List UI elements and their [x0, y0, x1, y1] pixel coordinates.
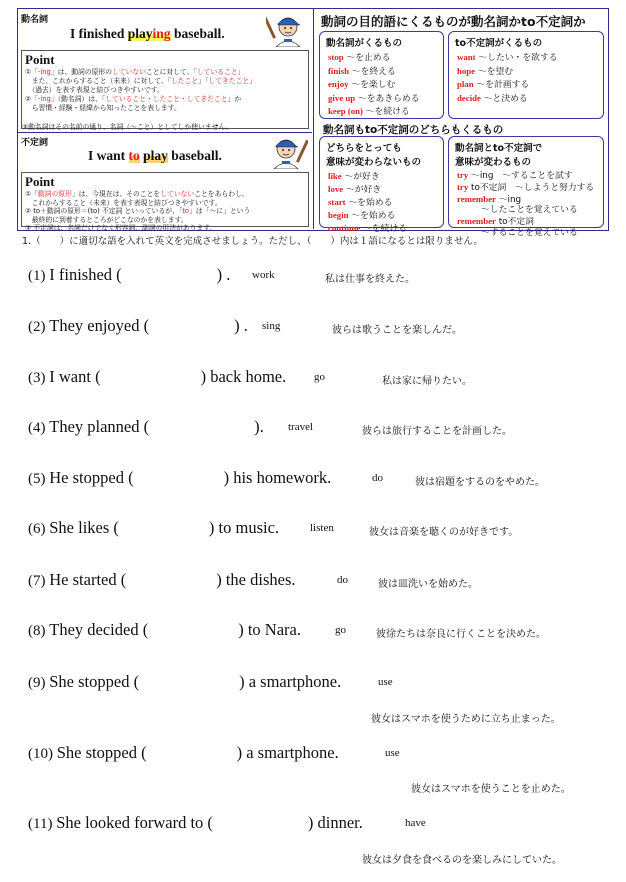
question-item	[28, 672, 618, 694]
sentence-end: ) the dishes.	[216, 570, 296, 589]
verb-meaning: 〜が好き	[341, 172, 380, 182]
verb-item	[449, 51, 603, 65]
sentence-start: I finished (	[49, 265, 122, 284]
verb-item	[449, 182, 603, 194]
point-line-2	[22, 199, 308, 208]
verb-item	[320, 92, 443, 106]
verb-hint: have	[405, 817, 426, 829]
point-title: Point	[25, 52, 55, 67]
t: 」	[237, 68, 245, 76]
verb-meaning: 〜を計画する	[473, 80, 530, 90]
question-number: (2)	[28, 319, 50, 335]
t: していること	[196, 68, 238, 76]
verb-word: stop	[328, 52, 344, 62]
gerund-verbs-box	[319, 31, 444, 119]
box-title: 意味が変わらないもの	[326, 157, 422, 168]
sentence-start: They decided (	[49, 620, 149, 639]
verb-hint: work	[252, 269, 275, 281]
point-line-5	[22, 224, 308, 233]
example-text: I finished	[70, 26, 128, 41]
verb-item	[320, 51, 443, 65]
same-meaning-box	[319, 136, 444, 234]
verb-meaning: 〜を終える	[349, 66, 396, 77]
verb-item	[449, 92, 603, 106]
japanese-translation: 彼は皿洗いを始めた。	[378, 579, 478, 590]
question-item	[28, 468, 618, 490]
verb-word: try	[457, 170, 469, 180]
example-text: I want	[88, 148, 129, 163]
exercise-instructions: 1.（ ）に適切な語を入れて英文を完成させましょう。ただし、（ ）内は１語になるとは限りません。	[22, 236, 483, 247]
sentence-end: ) .	[216, 265, 231, 284]
verb-meaning: 〜を続ける	[362, 107, 410, 117]
verb-word: enjoy	[328, 79, 349, 89]
question-item	[28, 417, 618, 439]
verb-word: keep (on)	[328, 106, 363, 116]
sentence-start: She likes (	[49, 518, 119, 537]
verb-meaning: 〜することを覚えている	[481, 227, 578, 238]
verb-item	[320, 196, 443, 209]
baseball-player-icon	[268, 133, 308, 169]
verb-meaning: to不定詞	[495, 217, 534, 228]
question-number: (10)	[28, 746, 57, 762]
t: 」	[249, 77, 256, 85]
sentence-end: ).	[254, 417, 264, 436]
question-item	[28, 367, 618, 389]
box-title: 動名詞とto不定詞で	[455, 143, 543, 154]
verb-word: give up	[328, 92, 356, 103]
t: -ing	[37, 68, 51, 76]
t: 」か	[227, 95, 242, 103]
box-title: どちらをとっても	[326, 143, 402, 154]
t: 」は「〜に」という	[189, 207, 251, 215]
t: 」は、動詞の原形の	[50, 68, 113, 76]
grammar-reference-panel	[17, 8, 609, 238]
verb-word: want	[457, 52, 476, 62]
t: ら習慣・経験・経緯から知ったことを表します。	[25, 104, 181, 112]
baseball-player-icon	[266, 11, 306, 47]
sentence-start: I want (	[49, 367, 101, 386]
t: 動詞の原形	[37, 190, 72, 198]
gerund-point-box	[21, 50, 309, 129]
verb-word: finish	[328, 65, 350, 76]
point-line-4	[22, 216, 308, 225]
verb-item	[320, 105, 443, 119]
japanese-translation: 彼女はスマホを使うために立ち止まった。	[371, 714, 561, 725]
sentence-end: ) to music.	[208, 518, 280, 537]
question-number: (4)	[28, 420, 50, 436]
japanese-translation: 彼らは歌うことを楽しんだ。	[332, 325, 462, 336]
question-number: (1)	[28, 268, 50, 284]
verb-word: love	[328, 184, 344, 194]
t: to	[182, 207, 190, 215]
question-number: (3)	[28, 370, 50, 386]
question-number: (6)	[28, 521, 50, 537]
point-title: Point	[25, 174, 55, 189]
verb-meaning: 〜を望む	[475, 66, 514, 77]
japanese-translation: 彼徐たちは奈良に行くことを決めた。	[376, 629, 546, 640]
box-title: 動名詞がくるもの	[326, 38, 403, 49]
t: -ing	[37, 95, 51, 103]
verb-hint: do	[337, 574, 348, 586]
verb-word: hope	[457, 65, 476, 76]
question-sentence	[28, 743, 339, 762]
t: ことに対して、「	[146, 68, 197, 76]
verb-word: like	[328, 171, 342, 181]
verb-hint: go	[335, 624, 346, 636]
example-text: baseball.	[167, 148, 222, 163]
right-verb-table-column	[315, 9, 608, 238]
verb-meaning: 〜をあきらめる	[355, 93, 420, 104]
t: これからすること（未来）を表す表現と結びつきやすいです。	[25, 198, 222, 207]
sentence-start: He started (	[49, 570, 127, 589]
question-item	[28, 743, 618, 765]
point-line-3	[22, 207, 308, 216]
verb-meaning: 〜したい・を欲する	[475, 53, 558, 63]
question-number: (7)	[28, 573, 50, 589]
sentence-end: ) to Nara.	[238, 620, 301, 639]
verb-item	[449, 65, 603, 79]
sentence-start: They planned (	[49, 417, 150, 436]
verb-item	[449, 205, 603, 216]
question-item	[28, 570, 618, 592]
verb-item	[320, 183, 443, 196]
verb-meaning: 〜を続ける	[360, 224, 408, 234]
verb-item	[449, 194, 603, 206]
question-item	[28, 620, 618, 642]
japanese-translation: 彼女は夕食を食べるのを楽しみにしていた。	[362, 855, 562, 866]
question-number: (9)	[28, 675, 50, 691]
example-highlight-to: to	[128, 148, 140, 163]
sentence-start: They enjoyed (	[49, 316, 150, 335]
left-explanation-column	[18, 9, 314, 232]
t: していない	[112, 68, 147, 76]
sentence-start: He stopped (	[49, 468, 134, 487]
box-title: 意味が変わるもの	[455, 157, 532, 168]
verb-list	[449, 51, 603, 105]
infinitive-example-sentence	[88, 148, 222, 164]
question-sentence	[28, 570, 296, 589]
both-forms-title: 動名詞もto不定詞のどちらもくるもの	[323, 124, 504, 136]
sentence-end: ) a smartphone.	[239, 672, 342, 691]
point-line-4	[22, 95, 308, 104]
question-item	[28, 316, 618, 338]
example-text: baseball.	[170, 26, 225, 41]
question-sentence	[28, 417, 264, 436]
question-sentence	[28, 468, 331, 487]
t: 最終的に到着するところがどこなのかを表します。	[25, 215, 188, 224]
verb-meaning: 〜ing	[495, 194, 522, 205]
verb-hint: travel	[288, 421, 314, 433]
question-item	[28, 813, 618, 835]
verb-table-title: 動詞の目的語にくるものが動名詞かto不定詞か	[321, 14, 586, 29]
verb-meaning: 〜と決める	[480, 93, 528, 104]
infinitive-verbs-box	[448, 31, 604, 119]
example-highlight: play	[127, 26, 153, 41]
verb-hint: use	[378, 676, 393, 688]
verb-meaning: 〜が好き	[343, 185, 382, 195]
verb-hint: do	[372, 472, 383, 484]
verb-list	[320, 51, 443, 119]
verb-word: plan	[457, 79, 474, 89]
verb-item	[449, 216, 603, 228]
t: 」（動名詞）は、「	[50, 95, 106, 103]
question-number: (5)	[28, 471, 50, 487]
verb-item	[449, 170, 603, 182]
gerund-example-sentence	[70, 26, 225, 42]
verb-item	[449, 78, 603, 92]
verb-hint: sing	[262, 320, 281, 332]
gerund-note: ③動名詞はその名前の通り、名詞（〜こと）としてしか使いません。	[22, 123, 233, 131]
example-highlight-ing: ing	[152, 26, 171, 41]
verb-meaning: 〜したことを覚えている	[481, 205, 578, 216]
t: （過去）を表す表現と結びつきやすいです。	[25, 86, 164, 94]
question-number: (11)	[28, 816, 57, 832]
question-sentence	[28, 265, 230, 284]
t: していない	[160, 190, 195, 198]
t: ③ 不定詞は、名詞だけでなく形容詞、副詞の用法があります。	[25, 224, 217, 232]
verb-word: start	[328, 197, 346, 207]
japanese-translation: 彼らは旅行することを計画した。	[362, 426, 512, 437]
verb-meaning: 〜ing 〜することを試す	[468, 171, 573, 181]
question-sentence	[28, 620, 301, 639]
verb-hint: use	[385, 747, 400, 759]
verb-list	[449, 170, 603, 239]
different-meaning-box	[448, 136, 604, 238]
t: してきたこと	[208, 77, 250, 85]
japanese-translation: 私は家に帰りたい。	[382, 376, 472, 387]
question-sentence	[28, 316, 248, 335]
verb-item	[320, 65, 443, 79]
question-sentence	[28, 518, 279, 537]
t: ②「	[25, 95, 38, 103]
infinitive-point-box	[21, 172, 309, 232]
verb-word: remember	[457, 193, 496, 204]
t: ② to＋動詞の原形＝(to) 不定詞 といっているが、「	[25, 207, 183, 215]
verb-word: begin	[328, 210, 349, 220]
sentence-end: ) dinner.	[307, 813, 363, 832]
sentence-start: She stopped (	[49, 672, 140, 691]
sentence-start: She stopped (	[56, 743, 147, 762]
t: また、これからすること（未来）に対して、「	[25, 77, 171, 85]
point-line-1	[22, 190, 308, 199]
sentence-start: She looked forward to (	[56, 813, 213, 832]
t: したこと	[171, 77, 199, 85]
t: ①「	[25, 68, 38, 76]
verb-item	[320, 78, 443, 92]
question-item	[28, 265, 618, 287]
point-line-3	[22, 86, 308, 95]
t: ことをあらわし、	[194, 190, 249, 198]
japanese-translation: 私は仕事を終えた。	[325, 274, 415, 285]
verb-meaning: 〜を止める	[343, 53, 391, 63]
question-sentence	[28, 672, 341, 691]
example-highlight: play	[143, 148, 168, 163]
verb-meaning: 〜を始める	[345, 198, 393, 208]
question-number: (8)	[28, 623, 50, 639]
verb-hint: listen	[310, 522, 334, 534]
verb-word: continue	[328, 223, 361, 233]
point-line-2	[22, 77, 308, 86]
t: していること・したこと・してきたこと	[105, 95, 228, 103]
japanese-translation: 彼女は音楽を聴くのが好きです。	[369, 527, 519, 538]
sentence-end: ) .	[234, 316, 248, 335]
verb-meaning: 〜を楽しむ	[348, 80, 396, 90]
sentence-end: ) back home.	[200, 367, 287, 386]
verb-word: decide	[457, 92, 481, 103]
japanese-translation: 彼は宿題をするのをやめた。	[415, 477, 545, 488]
point-line-1	[22, 68, 308, 77]
question-sentence	[28, 367, 286, 386]
t: 」「	[198, 77, 209, 85]
verb-meaning: 〜を始める	[348, 211, 396, 221]
t: 」は、今現在は、そのことを	[71, 190, 161, 198]
japanese-translation: 彼女はスマホを使うことを止めた。	[411, 784, 571, 795]
verb-word: remember	[457, 216, 496, 227]
infinitive-tag: 不定詞	[21, 138, 49, 148]
verb-hint: go	[314, 371, 325, 383]
question-sentence	[28, 813, 363, 832]
point-line-5	[22, 104, 308, 113]
verb-meaning: to不定詞 〜しようと努力する	[468, 182, 595, 193]
question-item	[28, 518, 618, 540]
box-title: to不定詞がくるもの	[455, 38, 543, 49]
t: ①「	[25, 190, 38, 198]
sentence-end: ) a smartphone.	[236, 743, 339, 762]
sentence-end: ) his homework.	[223, 468, 332, 487]
verb-list	[320, 170, 443, 235]
verb-item	[320, 170, 443, 183]
verb-item	[320, 209, 443, 222]
gerund-tag: 動名詞	[21, 15, 49, 25]
verb-word: try	[457, 181, 469, 192]
